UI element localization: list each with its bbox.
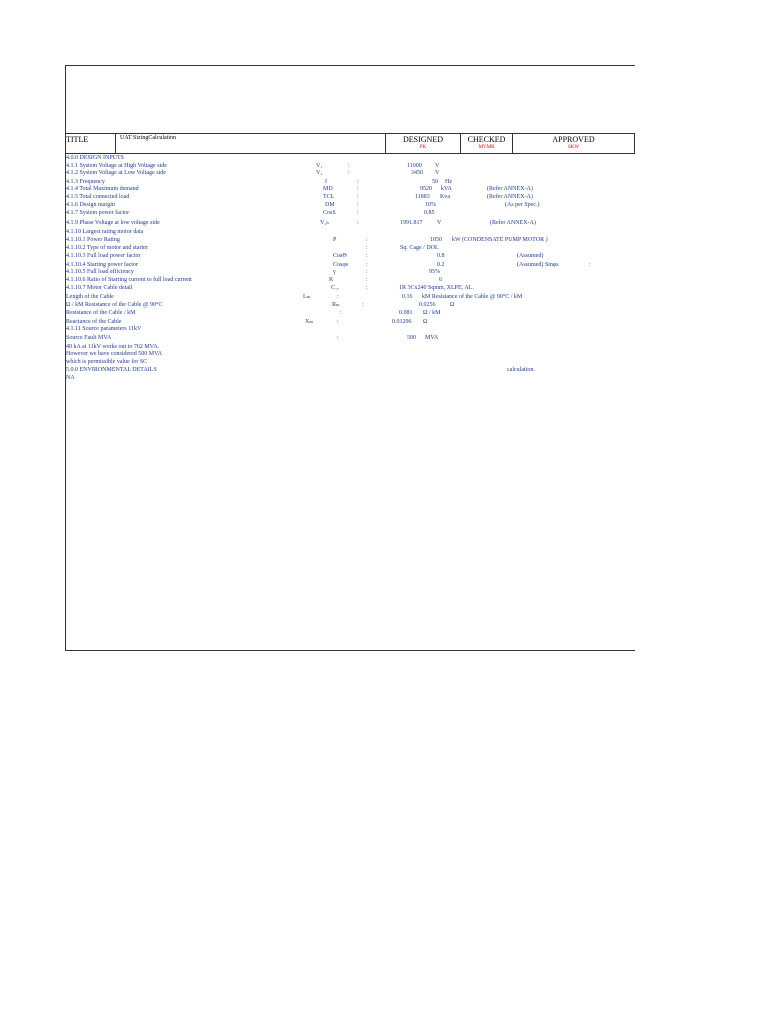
row-label: 4.1.5 Total connected load xyxy=(66,194,130,200)
designed-cell xyxy=(386,134,460,154)
row-symbol: f xyxy=(325,179,327,185)
section-heading: 4.1.10 Largest rating motor data xyxy=(66,229,144,235)
row-label: 4.1.9 Phase Voltage at low voltage side xyxy=(66,220,160,226)
row-colon: : xyxy=(366,262,368,268)
row-label: 4.1.4 Total Maximum demand xyxy=(66,186,139,192)
row-symbol: MD xyxy=(323,186,333,192)
approved-by: SKW xyxy=(567,145,580,150)
row-symbol: K xyxy=(329,277,334,283)
row-label: 4.1.6 Design margin xyxy=(66,202,115,208)
row-label: 4.1.10.2 Type of motor and starter xyxy=(66,245,148,251)
row-label: Ω / kM Resistance of the Cable @ 90°C xyxy=(66,302,163,308)
row-unit: Ω xyxy=(450,302,455,308)
row-symbol: V₂ₕ xyxy=(320,220,330,226)
approved-cell xyxy=(513,134,634,154)
row-value: 11000 xyxy=(407,163,422,169)
divider xyxy=(115,134,116,154)
divider xyxy=(634,134,635,154)
designed-label: DESIGNED xyxy=(403,135,443,144)
row-label: 4.1.1 System Voltage at High Voltage side xyxy=(66,163,167,169)
row-colon: : xyxy=(366,277,368,283)
checked-by: MVMR xyxy=(478,145,495,150)
row-value: 10% xyxy=(425,202,436,208)
note-text: which is permissible value for SC xyxy=(66,359,148,365)
row-colon: : xyxy=(366,245,368,251)
row-symbol: γ xyxy=(333,269,336,275)
row-value: 9520 xyxy=(420,186,432,192)
row-unit: Kva xyxy=(440,194,450,200)
row-note: (Refer ANNEX-A) xyxy=(487,186,533,192)
row-value: 0.0256 xyxy=(419,302,436,308)
row-label: 4.1.10.1 Power Rating xyxy=(66,237,120,243)
row-colon: : xyxy=(357,220,359,226)
row-colon: : xyxy=(362,302,364,308)
row-note: : xyxy=(589,262,591,268)
row-colon: : xyxy=(348,170,350,176)
row-colon: : xyxy=(337,335,339,341)
checked-cell xyxy=(461,134,512,154)
section-heading: 4.0.0 DESIGN INPUTS xyxy=(66,155,125,161)
row-value: 0.2 xyxy=(437,262,445,268)
row-value: 500 xyxy=(407,335,416,341)
row-value: 1050 xyxy=(430,237,442,243)
row-note: (Refer ANNEX-A) xyxy=(487,194,533,200)
row-unit: V xyxy=(437,220,442,226)
row-value: 95% xyxy=(429,269,440,275)
row-label: Length of the Cable xyxy=(66,294,114,300)
row-value: 0.16 xyxy=(402,294,413,300)
row-note: (Assumed) Sinφs xyxy=(517,262,559,268)
row-value: 1991.817 xyxy=(400,220,423,226)
row-label: Resistance of the Cable / kM xyxy=(66,310,136,316)
row-label: Source Fault MVA xyxy=(66,335,112,341)
note-text: 40 kA at 11kV works out to 762 MVA. xyxy=(66,344,160,350)
row-unit: V xyxy=(435,170,440,176)
row-label: 4.1.3 Frequency xyxy=(66,179,105,185)
row-unit: Ω xyxy=(423,319,428,325)
row-colon: : xyxy=(357,179,359,185)
row-colon: : xyxy=(366,237,368,243)
row-symbol: Lₘ xyxy=(303,294,311,300)
row-symbol: DM xyxy=(325,202,335,208)
approved-label: APPROVED xyxy=(552,135,595,144)
row-symbol: V₁ xyxy=(316,163,323,169)
section-heading: 5.0.0 ENVIRONMENTAL DETAILS xyxy=(66,367,157,373)
row-label: 4.1.10.3 Full load power factor xyxy=(66,253,141,259)
note-text: However we have considered 500 MVA xyxy=(66,351,163,357)
row-unit: Hz xyxy=(445,179,452,185)
row-colon: : xyxy=(340,310,342,316)
note-text-tail: calculation. xyxy=(507,367,535,373)
row-symbol: CosS xyxy=(323,210,336,216)
row-note: (Assumed) xyxy=(517,253,544,259)
row-symbol: Rₘ xyxy=(332,302,340,308)
row-symbol: CosΘ xyxy=(333,253,347,259)
row-label: 4.1.10.6 Ratio of Starting current to full load current xyxy=(66,277,192,283)
row-label: 4.1.2 System Voltage at Low Voltage side xyxy=(66,170,166,176)
row-label: 4.1.10.7 Motor Cable detail xyxy=(66,285,133,291)
row-colon: : xyxy=(357,202,359,208)
row-colon: : xyxy=(348,163,350,169)
row-value: 1R 3Cx240 Sqmm, XLPE, AL. xyxy=(399,285,474,291)
title-label: TITLE xyxy=(66,135,89,144)
row-value: 0.85 xyxy=(424,210,435,216)
row-colon: : xyxy=(357,194,359,200)
row-value: 0.8 xyxy=(437,253,445,259)
row-label: 4.1.10.4 Starting power factor xyxy=(66,262,138,268)
row-label: 4.1.7 System power factor xyxy=(66,210,130,216)
row-colon: : xyxy=(357,186,359,192)
row-colon: : xyxy=(357,210,359,216)
row-label: 4.1.10.5 Full load efficiency xyxy=(66,269,134,275)
row-symbol: TCL xyxy=(323,194,335,200)
row-colon: : xyxy=(337,319,339,325)
row-symbol: C₁ₐ xyxy=(331,285,339,291)
row-label: Reactance of the Cable xyxy=(66,319,122,325)
row-value: 50 xyxy=(432,179,438,185)
checked-label: CHECKED xyxy=(467,135,506,144)
row-value: 3450 xyxy=(411,170,423,176)
row-symbol: V₂ xyxy=(316,170,323,176)
row-unit: kM Resistance of the Cable @ 90°C / kM xyxy=(422,294,523,300)
title-block xyxy=(65,133,635,154)
row-symbol: Cosφs xyxy=(333,262,349,268)
row-unit: MVA xyxy=(425,335,439,341)
row-unit: kVA xyxy=(441,186,452,192)
row-symbol: P xyxy=(333,237,337,243)
row-value: 0.081 xyxy=(399,310,413,316)
row-value: 6 xyxy=(439,277,442,283)
row-value: 0.01296 xyxy=(392,319,412,325)
row-label: NA xyxy=(66,375,75,381)
section-heading: 4.1.11 Source parameters 11kV xyxy=(66,326,142,332)
row-unit: kW (CONDENSATE PUMP MOTOR ) xyxy=(452,237,548,243)
row-value: 11883 xyxy=(415,194,430,200)
row-note: (Refer ANNEX-A) xyxy=(490,220,536,226)
row-unit: Ω / kM xyxy=(423,310,441,316)
designed-by: PK xyxy=(419,145,427,150)
document-title: UAT SizingCalculation xyxy=(120,135,177,141)
row-colon: : xyxy=(366,269,368,275)
row-unit: V xyxy=(435,163,440,169)
row-value: Sq. Cage / DOL xyxy=(400,245,439,251)
row-note: (As per Spec.) xyxy=(505,202,540,208)
row-colon: : xyxy=(366,253,368,259)
row-colon: : xyxy=(366,285,368,291)
row-colon: : xyxy=(337,294,339,300)
row-symbol: Xₘ xyxy=(305,319,314,325)
